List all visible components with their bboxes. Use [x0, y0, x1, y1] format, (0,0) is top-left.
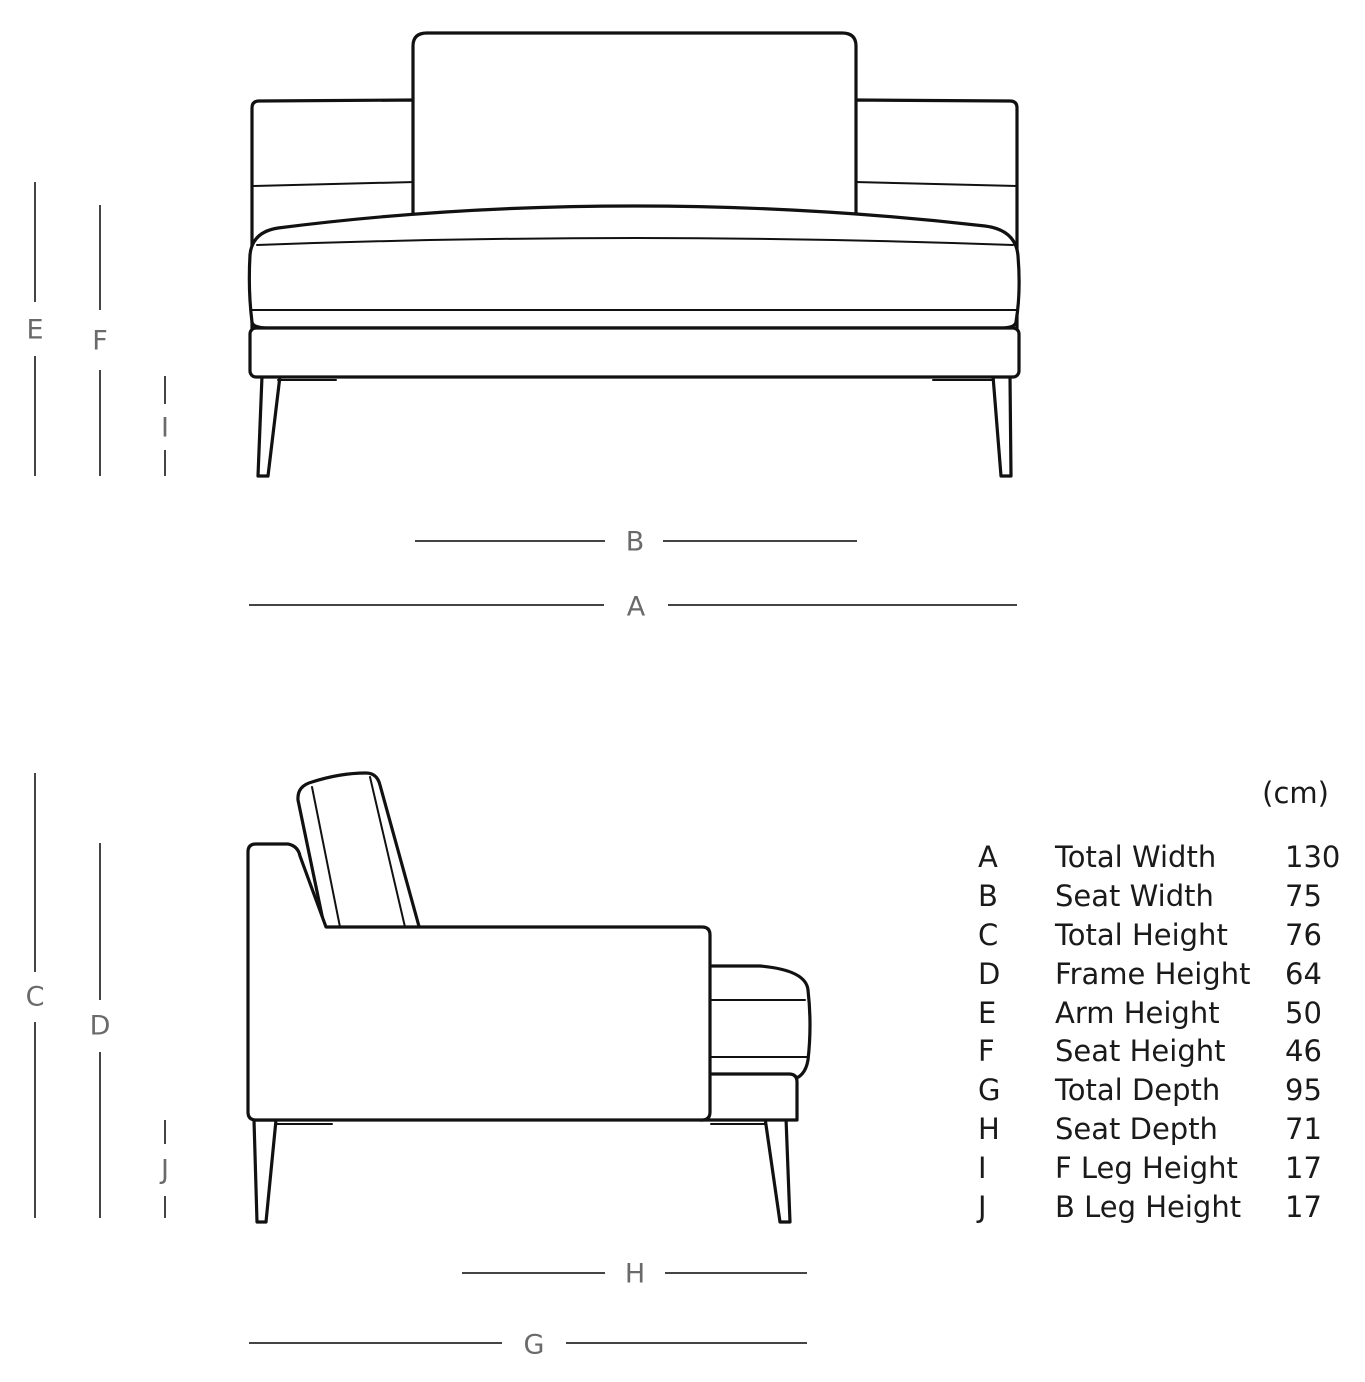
front-right-leg: [993, 376, 1011, 476]
dim-label-I: I: [161, 412, 169, 444]
spec-code: D: [978, 956, 1001, 991]
spec-name: Arm Height: [1055, 995, 1220, 1030]
spec-row-f: [975, 1032, 1345, 1071]
spec-code: H: [978, 1112, 1000, 1147]
spec-name: Total Width: [1055, 840, 1217, 874]
spec-name: Total Depth: [1055, 1073, 1221, 1108]
dim-label-J: J: [161, 1154, 169, 1186]
dim-label-G: G: [523, 1329, 545, 1361]
spec-row-c: [975, 916, 1345, 955]
spec-code: A: [978, 840, 998, 874]
dim-label-F: F: [92, 325, 108, 357]
spec-value: 130: [1285, 840, 1341, 874]
dim-label-B: B: [625, 526, 645, 558]
spec-value: 71: [1285, 1112, 1322, 1147]
spec-row-e: [975, 994, 1345, 1033]
spec-name: F Leg Height: [1055, 1151, 1238, 1186]
spec-value: 76: [1285, 917, 1322, 952]
spec-name: B Leg Height: [1055, 1190, 1242, 1225]
spec-row-a: [975, 838, 1345, 877]
side-seat-base: [700, 1074, 797, 1120]
spec-value: 17: [1285, 1151, 1322, 1186]
spec-code: I: [978, 1151, 987, 1186]
spec-code: B: [978, 878, 998, 913]
spec-name: Total Height: [1055, 917, 1228, 952]
spec-row-b: [975, 877, 1345, 916]
spec-row-d: [975, 955, 1345, 994]
spec-code: F: [978, 1034, 995, 1069]
spec-code: C: [978, 917, 999, 952]
spec-value: 17: [1285, 1190, 1322, 1225]
spec-code: E: [978, 995, 997, 1030]
side-view-armchair: [248, 773, 810, 1222]
spec-row-j: [975, 1188, 1345, 1227]
spec-row-g: [975, 1071, 1345, 1110]
spec-value: 95: [1285, 1073, 1322, 1108]
front-view-armchair: [249, 33, 1019, 476]
dim-label-H: H: [624, 1258, 646, 1290]
dim-label-E: E: [26, 314, 44, 346]
front-left-leg: [258, 376, 280, 476]
spec-name: Seat Width: [1055, 878, 1214, 913]
side-seat-cushion: [700, 966, 810, 1080]
side-front-leg: [765, 1118, 790, 1222]
unit-label: (cm): [1262, 776, 1329, 810]
spec-row-h: [975, 1110, 1345, 1149]
spec-code: J: [978, 1190, 987, 1225]
spec-name: Seat Depth: [1055, 1112, 1218, 1147]
dim-label-C: C: [25, 981, 45, 1013]
spec-value: 75: [1285, 878, 1322, 913]
spec-value: 50: [1285, 995, 1322, 1030]
spec-row-i: [975, 1149, 1345, 1188]
spec-rows: [975, 838, 1345, 1227]
front-back-cushion: [413, 33, 856, 230]
front-frame-base: [250, 328, 1019, 377]
dim-label-D: D: [89, 1010, 111, 1042]
spec-value: 64: [1285, 956, 1322, 991]
side-back-leg: [254, 1120, 276, 1222]
spec-value: 46: [1285, 1034, 1322, 1069]
spec-name: Frame Height: [1055, 956, 1251, 991]
spec-code: G: [978, 1073, 1001, 1108]
spec-name: Seat Height: [1055, 1034, 1226, 1069]
dim-label-A: A: [626, 591, 646, 623]
